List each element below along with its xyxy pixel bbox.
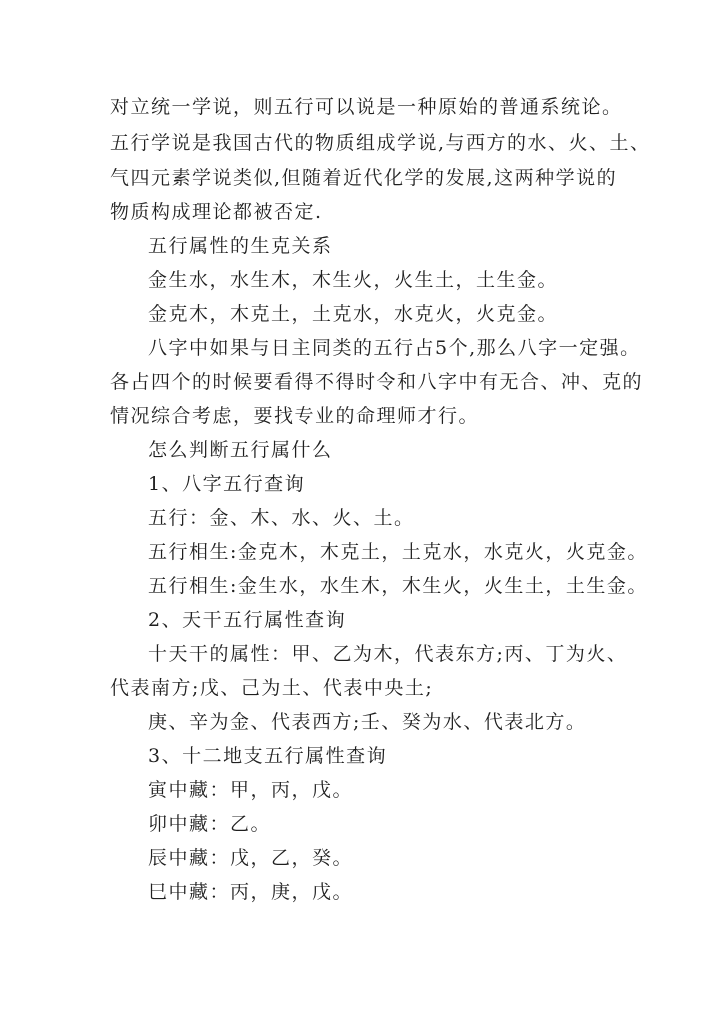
text-line: 五行相生:金克木，木克土，土克水，水克火，火克金。 [148, 541, 648, 563]
section-heading: 1、八字五行查询 [148, 473, 306, 495]
section-heading: 2、天干五行属性查询 [148, 609, 347, 631]
text-line: 五行学说是我国古代的物质组成学说,与西方的水、火、土、 [110, 132, 651, 154]
text-line: 卯中藏：乙。 [148, 813, 272, 835]
section-heading: 3、十二地支五行属性查询 [148, 745, 388, 767]
text-line: 八字中如果与日主同类的五行占5个,那么八字一定强。 [148, 337, 641, 359]
text-line: 金克木，木克土，土克水，水克火，火克金。 [148, 303, 559, 325]
text-line: 巳中藏：丙，庚，戊。 [148, 881, 354, 903]
text-line: 气四元素学说类似,但随着近代化学的发展,这两种学说的 [110, 167, 618, 189]
text-line: 金生水，水生木，木生火，火生土，土生金。 [148, 269, 559, 291]
text-line: 辰中藏：戊，乙，癸。 [148, 847, 354, 869]
text-line: 对立统一学说，则五行可以说是一种原始的普通系统论。 [110, 96, 623, 118]
section-heading: 怎么判断五行属什么 [148, 439, 333, 461]
text-line: 庚、辛为金、代表西方;壬、癸为水、代表北方。 [148, 711, 587, 733]
text-line: 五行：金、木、水、火、土。 [148, 507, 415, 529]
text-line: 代表南方;戊、己为土、代表中央土; [110, 677, 434, 699]
text-line: 各占四个的时候要看得不得时令和八字中有无合、冲、克的 [110, 371, 644, 393]
text-line: 情况综合考虑，要找专业的命理师才行。 [110, 405, 480, 427]
text-line: 十天干的属性：甲、乙为木，代表东方;丙、丁为火、 [148, 643, 628, 665]
section-heading: 五行属性的生克关系 [148, 235, 333, 257]
text-line: 五行相生:金生水，水生木，木生火，火生土，土生金。 [148, 575, 648, 597]
text-line: 物质构成理论都被否定. [110, 201, 323, 223]
text-line: 寅中藏：甲，丙，戊。 [148, 779, 354, 801]
